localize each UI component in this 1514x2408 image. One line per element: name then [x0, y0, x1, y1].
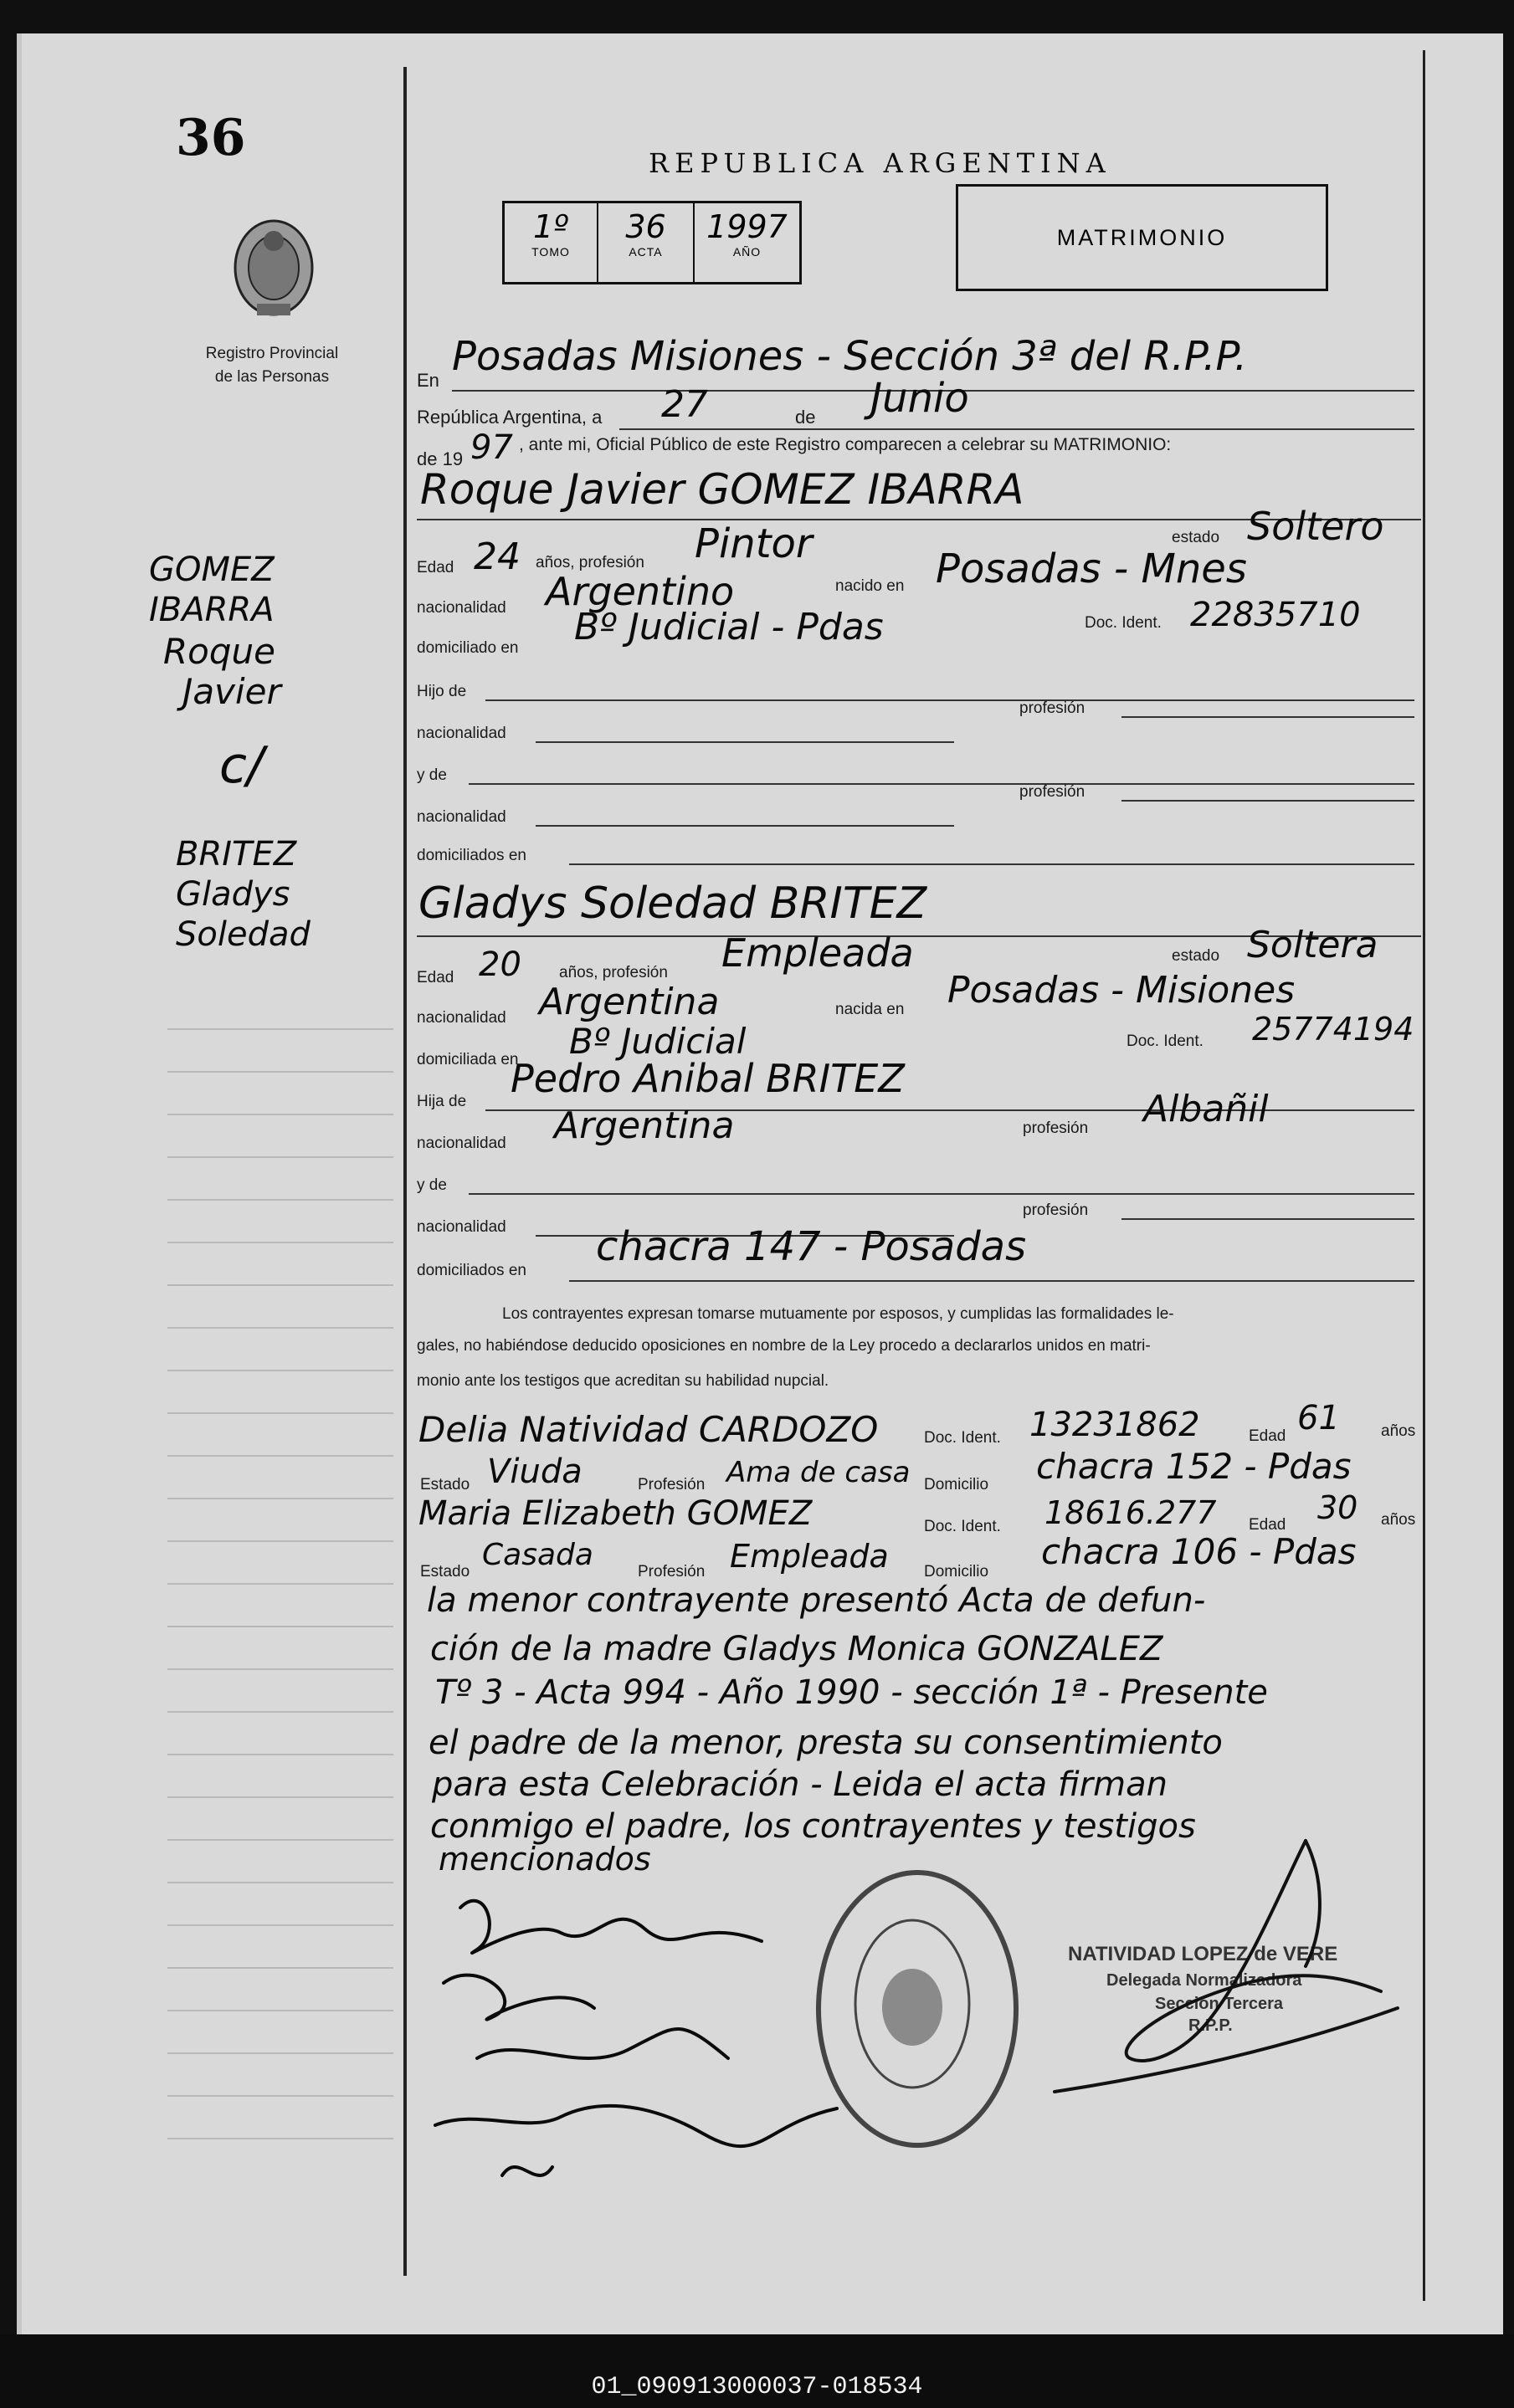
note-line6: conmigo el padre, los contrayentes y testigos [430, 1807, 1196, 1846]
rule [1121, 1218, 1414, 1220]
ceremony-year: 97 [470, 428, 513, 467]
witness2-age: 30 [1317, 1489, 1358, 1526]
bride-father-nat-label: nacionalidad [417, 1135, 506, 1152]
page-number: 36 [176, 109, 246, 167]
rule [1121, 800, 1414, 802]
note-line1: la menor contrayente presentó Acta de defun- [427, 1581, 1206, 1620]
bride-nationality: Argentina [539, 981, 720, 1023]
groom-nacido-label: nacido en [835, 577, 905, 595]
bride-doc-label: Doc. Ident. [1127, 1032, 1204, 1050]
tomo-value: 1º [532, 208, 569, 245]
record-number-box [502, 201, 802, 284]
note-line2: ción de la madre Gladys Monica GONZALEZ [430, 1630, 1163, 1668]
groom-domicile: Bº Judicial - Pdas [574, 606, 884, 648]
groom-edad-label: Edad [417, 559, 454, 576]
officer-signature-icon [1029, 1824, 1414, 2125]
record-type-box [956, 184, 1328, 291]
declaration-line3: monio ante los testigos que acreditan su habilidad nupcial. [417, 1372, 829, 1390]
margin-divider [403, 67, 407, 2276]
anio-value: 1997 [706, 208, 788, 245]
witness1-doc: 13231862 [1029, 1406, 1200, 1444]
witness1-name: Delia Natividad CARDOZO [418, 1409, 879, 1450]
groom-mother-prof-label: profesión [1019, 783, 1085, 801]
tomo-caption: TOMO [531, 245, 570, 259]
anio-caption: AÑO [732, 245, 762, 259]
bride-domicilio-label: domiciliada en [417, 1051, 519, 1068]
bride-parents-domicile: chacra 147 - Posadas [596, 1223, 1027, 1270]
stamp-title: Delegada Normalizadora [1106, 1971, 1302, 1990]
bride-status: Soltera [1247, 924, 1378, 966]
bride-born-in: Posadas - Misiones [947, 969, 1296, 1012]
margin-bride-name1: Gladys [176, 875, 290, 914]
tomo-cell [505, 203, 598, 282]
bride-edad-label: Edad [417, 969, 454, 986]
note-line5: para esta Celebración - Leida el acta firman [432, 1765, 1168, 1804]
stamp-section: Sección Tercera [1155, 1995, 1284, 2013]
stamp-name: NATIVIDAD LOPEZ de VERE [1068, 1943, 1338, 1965]
stamp-office: R.P.P. [1188, 2016, 1233, 2035]
signatures-icon [427, 1883, 862, 2201]
bride-father-nationality: Argentina [554, 1104, 735, 1147]
witness1-anios-label: años [1381, 1422, 1416, 1440]
record-type: MATRIMONIO [1056, 224, 1228, 250]
coat-of-arms-icon [228, 216, 320, 325]
declaration-line1: Los contrayentes expresan tomarse mutuamente por esposos, y cumplidas las formalidades le- [502, 1305, 1174, 1323]
witness1-profesion-label: Profesión [638, 1476, 706, 1493]
acta-caption: ACTA [629, 245, 663, 259]
bride-profesion-label: años, profesión [559, 964, 668, 981]
margin-groom-surname2: IBARRA [149, 591, 275, 629]
ceremony-month: Junio [870, 375, 969, 422]
groom-nationality: Argentino [546, 569, 735, 614]
bride-age: 20 [479, 945, 521, 984]
bride-estado-label: estado [1172, 947, 1220, 965]
margin-bride-surname: BRITEZ [176, 835, 297, 874]
note-line4: el padre de la menor, presta su consentimiento [429, 1724, 1223, 1762]
witness2-domicilio-label: Domicilio [924, 1563, 989, 1581]
rule [469, 783, 1414, 785]
bride-father-name: Pedro Anibal BRITEZ [511, 1056, 905, 1101]
bride-father-prof-label: profesión [1023, 1119, 1089, 1137]
margin-bride-name2: Soledad [176, 915, 310, 954]
groom-nacionalidad-label: nacionalidad [417, 599, 506, 617]
witness2-status: Casada [482, 1538, 593, 1572]
right-border [1423, 50, 1425, 2301]
rule [569, 863, 1414, 865]
bride-mother-nat-label: nacionalidad [417, 1218, 506, 1236]
groom-father-prof-label: profesión [1019, 699, 1085, 717]
witness1-edad-label: Edad [1249, 1427, 1286, 1445]
note-line3: Tº 3 - Acta 994 - Año 1990 - sección 1ª - Presente [435, 1673, 1268, 1712]
witness1-domicilio-label: Domicilio [924, 1476, 989, 1493]
footer-id: 01_090913000037-018534 [591, 2373, 923, 2401]
country-header: REPUBLICA ARGENTINA [649, 147, 1111, 179]
groom-mother-nat-label: nacionalidad [417, 808, 506, 826]
rule [569, 1280, 1414, 1282]
en-label: En [417, 370, 439, 391]
witness2-name: Maria Elizabeth GOMEZ [418, 1494, 813, 1533]
bride-profession: Empleada [721, 930, 914, 976]
witness2-estado-label: Estado [420, 1563, 470, 1581]
groom-estado-label: estado [1172, 529, 1220, 546]
registry-name-line1: Registro Provincial [205, 345, 339, 362]
groom-profesion-label: años, profesión [536, 554, 644, 571]
groom-hijo-label: Hijo de [417, 683, 467, 700]
groom-y-de-label: y de [417, 766, 447, 784]
rule [619, 428, 1414, 430]
bride-father-profession: Albañil [1143, 1088, 1269, 1130]
witness2-profession: Empleada [730, 1538, 889, 1575]
registry-name-line2: de las Personas [214, 368, 330, 386]
witness1-domicile: chacra 152 - Pdas [1036, 1446, 1352, 1487]
groom-age: 24 [474, 535, 521, 578]
official-seal-icon [816, 1870, 1019, 2148]
margin-groom-surname: GOMEZ [149, 551, 275, 589]
witness1-doc-label: Doc. Ident. [924, 1429, 1001, 1447]
groom-doc-label: Doc. Ident. [1085, 614, 1162, 632]
margin-ruled-lines [167, 987, 393, 2175]
declaration-line2: gales, no habiéndose deducido oposiciones en nombre de la Ley procedo a declararlos unidos en matri- [417, 1337, 1151, 1355]
bride-nacida-label: nacida en [835, 1001, 905, 1018]
groom-domicilio-label: domiciliado en [417, 639, 519, 657]
rule [485, 699, 1414, 701]
witness2-anios-label: años [1381, 1511, 1416, 1529]
witness1-profession: Ama de casa [726, 1456, 911, 1489]
witness1-status: Viuda [487, 1452, 583, 1491]
intro-text: , ante mi, Oficial Público de este Registro comparecen a celebrar su MATRIMONIO: [519, 435, 1172, 454]
groom-full-name: Roque Javier GOMEZ IBARRA [420, 465, 1024, 514]
margin-with: c/ [219, 736, 264, 795]
margin-groom-name2: Javier [182, 671, 281, 712]
rule [536, 825, 954, 827]
anio-cell [695, 203, 799, 282]
groom-status: Soltero [1247, 504, 1384, 549]
republica-label: República Argentina, a [417, 407, 603, 428]
acta-value: 36 [625, 208, 666, 245]
ceremony-place: Posadas Misiones - Sección 3ª del R.P.P. [452, 333, 1248, 380]
year-prefix: de 19 [417, 448, 464, 469]
rule [469, 1193, 1414, 1195]
rule [1121, 716, 1414, 718]
witness2-edad-label: Edad [1249, 1516, 1286, 1534]
ceremony-day: 27 [661, 383, 708, 426]
groom-father-nat-label: nacionalidad [417, 725, 506, 742]
bride-hija-label: Hija de [417, 1093, 467, 1110]
bride-parents-dom-label: domiciliados en [417, 1262, 526, 1279]
acta-cell [598, 203, 695, 282]
bride-y-de-label: y de [417, 1176, 447, 1194]
witness2-doc: 18616.277 [1044, 1494, 1217, 1531]
witness1-age: 61 [1297, 1399, 1340, 1437]
witness2-domicile: chacra 106 - Pdas [1041, 1531, 1357, 1572]
de-label: de [795, 407, 816, 428]
margin-groom-name1: Roque [163, 631, 275, 672]
bride-full-name: Gladys Soledad BRITEZ [418, 879, 927, 929]
bride-domicile: Bº Judicial [569, 1021, 747, 1062]
witness2-profesion-label: Profesión [638, 1563, 706, 1581]
groom-born-in: Posadas - Mnes [936, 546, 1247, 592]
bride-nacionalidad-label: nacionalidad [417, 1009, 506, 1027]
note-line7: mencionados [439, 1841, 651, 1878]
bride-doc: 25774194 [1252, 1011, 1414, 1048]
groom-doc: 22835710 [1190, 596, 1361, 634]
witness2-doc-label: Doc. Ident. [924, 1518, 1001, 1535]
groom-parents-dom-label: domiciliados en [417, 847, 526, 864]
bride-mother-prof-label: profesión [1023, 1201, 1089, 1219]
rule [536, 741, 954, 743]
witness1-estado-label: Estado [420, 1476, 470, 1493]
groom-profession: Pintor [695, 520, 813, 567]
